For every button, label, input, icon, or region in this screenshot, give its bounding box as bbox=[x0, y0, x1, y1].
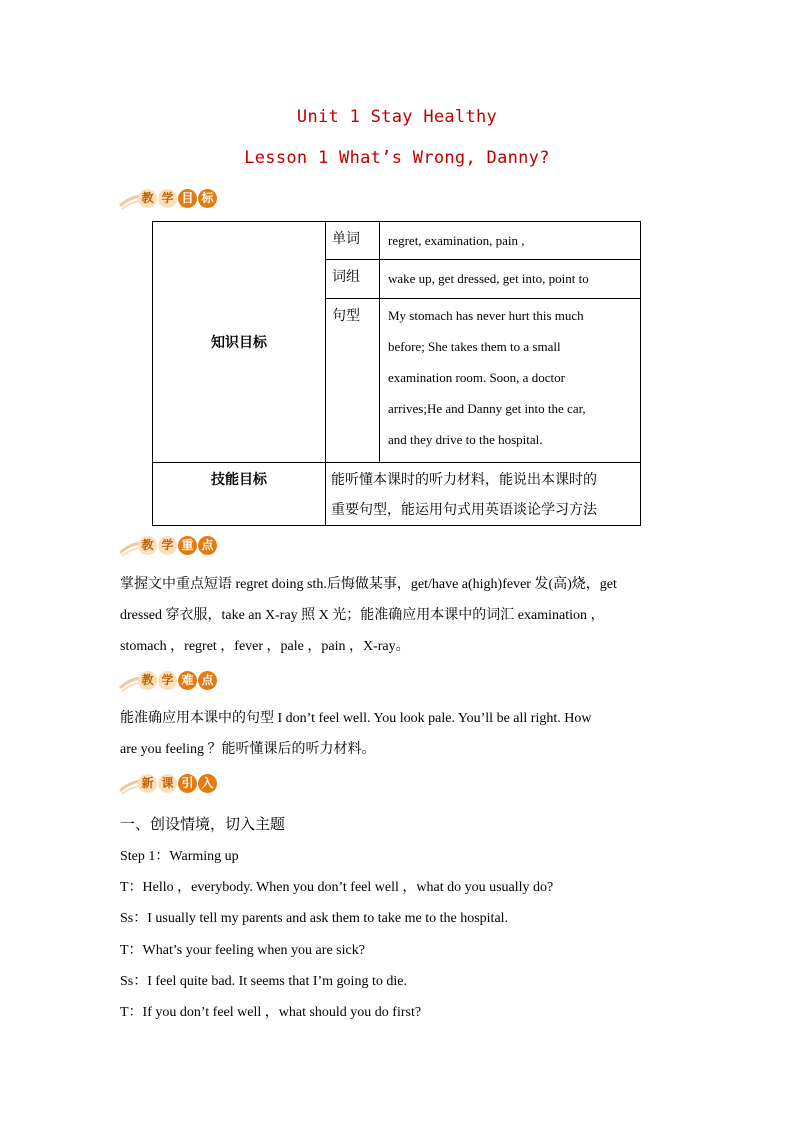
badge-char: 标 bbox=[198, 189, 217, 208]
key-points-line: stomach ，regret ，fever ，pale ，pain ，X-ray。 bbox=[120, 639, 410, 654]
lesson-title: Lesson 1 What’s Wrong, Danny? bbox=[244, 148, 550, 168]
teaching-goals-badge bbox=[118, 188, 228, 210]
key-points-badge bbox=[118, 535, 228, 557]
phrases-value: wake up, get dressed, get into, point to bbox=[380, 260, 641, 299]
badge-char: 入 bbox=[198, 774, 217, 793]
badge-char: 学 bbox=[158, 189, 177, 208]
words-label: 单词 bbox=[326, 222, 380, 260]
badge-char: 学 bbox=[158, 671, 177, 690]
skill-goal-value bbox=[326, 463, 641, 526]
badge-char: 教 bbox=[138, 671, 157, 690]
dialogue-line: Ss：I usually tell my parents and ask them to take me to the hospital. bbox=[120, 911, 509, 926]
key-points-line: 掌握文中重点短语 regret doing sth.后悔做某事，get/have a(high)fever 发(高)烧，get bbox=[120, 577, 617, 592]
skill-line: 重要句型，能运用句式用英语谈论学习方法 bbox=[331, 502, 597, 518]
sentence-line: examination room. Soon, a doctor bbox=[388, 370, 565, 385]
step-label: Step 1：Warming up bbox=[120, 849, 239, 864]
sentence-line: and they drive to the hospital. bbox=[388, 432, 543, 447]
badge-char: 目 bbox=[178, 189, 197, 208]
skill-goal-label: 技能目标 bbox=[153, 463, 326, 526]
sentences-value bbox=[380, 299, 641, 463]
objectives-table bbox=[152, 221, 641, 526]
badge-char: 教 bbox=[138, 536, 157, 555]
dialogue-line: T：Hello ，everybody. When you don’t feel well ，what do you usually do? bbox=[120, 880, 554, 895]
knowledge-goal-label: 知识目标 bbox=[153, 222, 326, 463]
difficulties-badge bbox=[118, 670, 228, 692]
dialogue-line: Ss：I feel quite bad. It seems that I’m going to die. bbox=[120, 974, 407, 989]
difficulties-text bbox=[120, 703, 676, 765]
sentences-label: 句型 bbox=[326, 299, 380, 463]
sentence-line: arrives;He and Danny get into the car, bbox=[388, 401, 586, 416]
badge-char: 点 bbox=[198, 671, 217, 690]
dialogue-line: T：What’s your feeling when you are sick? bbox=[120, 943, 365, 958]
difficulties-line: 能准确应用本课中的句型 I don’t feel well. You look pale. You’ll be all right. How bbox=[120, 711, 592, 726]
badge-char: 课 bbox=[158, 774, 177, 793]
phrases-label: 词组 bbox=[326, 260, 380, 299]
badge-char: 重 bbox=[178, 536, 197, 555]
badge-char: 新 bbox=[138, 774, 157, 793]
key-points-text bbox=[120, 569, 676, 662]
sentence-line: My stomach has never hurt this much bbox=[388, 308, 584, 323]
words-value: regret, examination, pain , bbox=[380, 222, 641, 260]
badge-char: 难 bbox=[178, 671, 197, 690]
badge-char: 引 bbox=[178, 774, 197, 793]
badge-char: 学 bbox=[158, 536, 177, 555]
section-heading: 一、创设情境，切入主题 bbox=[120, 815, 286, 833]
key-points-line: dressed 穿衣服，take an X-ray 照 X 光；能准确应用本课中的词汇 examination ， bbox=[120, 608, 605, 623]
introduction-badge bbox=[118, 773, 228, 795]
dialogue-line: T：If you don’t feel well ，what should you do first? bbox=[120, 1005, 422, 1020]
badge-char: 点 bbox=[198, 536, 217, 555]
skill-line: 能听懂本课时的听力材料，能说出本课时的 bbox=[331, 472, 597, 488]
difficulties-line: are you feeling ？能听懂课后的听力材料。 bbox=[120, 742, 376, 757]
unit-title: Unit 1 Stay Healthy bbox=[296, 107, 498, 127]
sentence-line: before; She takes them to a small bbox=[388, 339, 561, 354]
badge-char: 教 bbox=[138, 189, 157, 208]
